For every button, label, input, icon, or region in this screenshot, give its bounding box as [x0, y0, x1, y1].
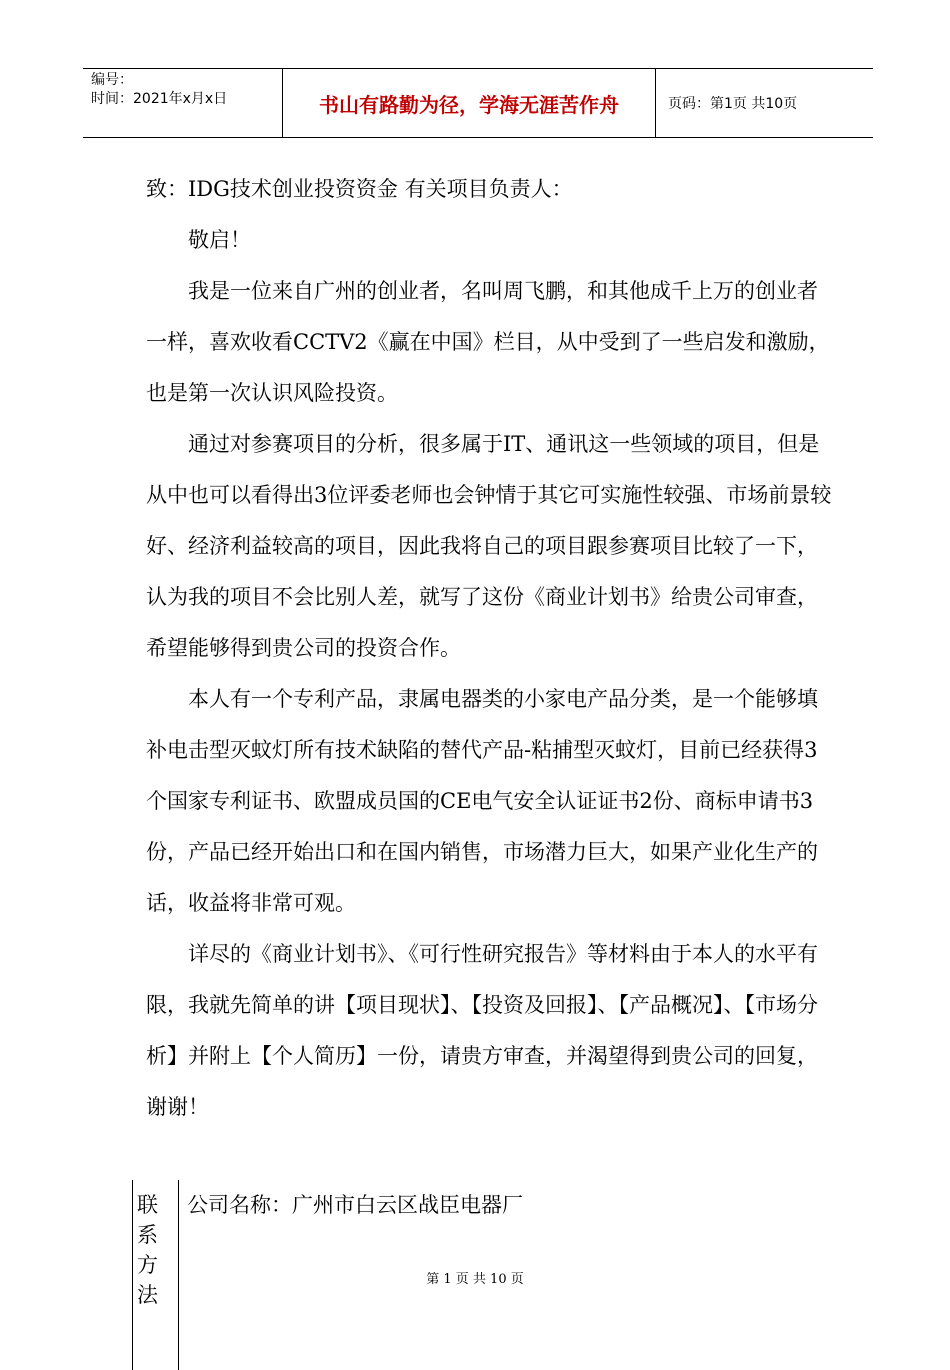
document-number: 编号：: [91, 72, 133, 88]
contact-label: 联系方法: [132, 1180, 179, 1370]
company-name: 公司名称：广州市白云区战臣电器厂: [187, 1193, 523, 1217]
header-slogan: 书山有路勤为径，学海无涯苦作舟: [283, 69, 656, 137]
letter-body: [137, 164, 836, 1370]
salutation: 致：IDG技术创业投资资金 有关项目负责人：: [146, 177, 573, 201]
page-footer: 第 1 页 共 10 页: [426, 1272, 524, 1287]
greeting: 敬启！: [188, 228, 251, 252]
paragraph: 通过对参赛项目的分析，很多属于IT、通讯这一些领域的项目，但是从中也可以看得出3位评委老师也会钟情于其它可实施性较强、市场前景较好、经济利益较高的项目，因此我将自己的项目跟参赛项目比较了一下，认为我的项目不会比别人差，就写了这份《商业计划书》给贵公司审查，希望能够得到贵公司的投资合作。: [146, 432, 832, 660]
header-page-info: 页码：第1页 共10页: [668, 96, 798, 112]
document-date: 时间：2021年x月x日: [91, 91, 228, 107]
paragraph: 我是一位来自广州的创业者，名叫周飞鹏，和其他成千上万的创业者一样，喜欢收看CCTV2《赢在中国》栏目，从中受到了一些启发和激励，也是第一次认识风险投资。: [146, 279, 830, 405]
paragraph: 本人有一个专利产品，隶属电器类的小家电产品分类，是一个能够填补电击型灭蚊灯所有技术缺陷的替代产品-粘捕型灭蚊灯，目前已经获得3个国家专利证书、欧盟成员国的CE电气安全认证证书2份、商标申请书3份，产品已经开始出口和在国内销售，市场潜力巨大，如果产业化生产的话，收益将非常可观。: [146, 687, 818, 915]
page-header: [83, 68, 873, 138]
paragraph: 详尽的《商业计划书》、《可行性研究报告》等材料由于本人的水平有限，我就先简单的讲【项目现状】、【投资及回报】、【产品概况】、【市场分析】并附上【个人简历】一份，请贵方审查，并渴望得到贵公司的回复，谢谢！: [146, 942, 818, 1119]
spacer: [146, 1133, 836, 1180]
header-meta: [83, 69, 283, 137]
